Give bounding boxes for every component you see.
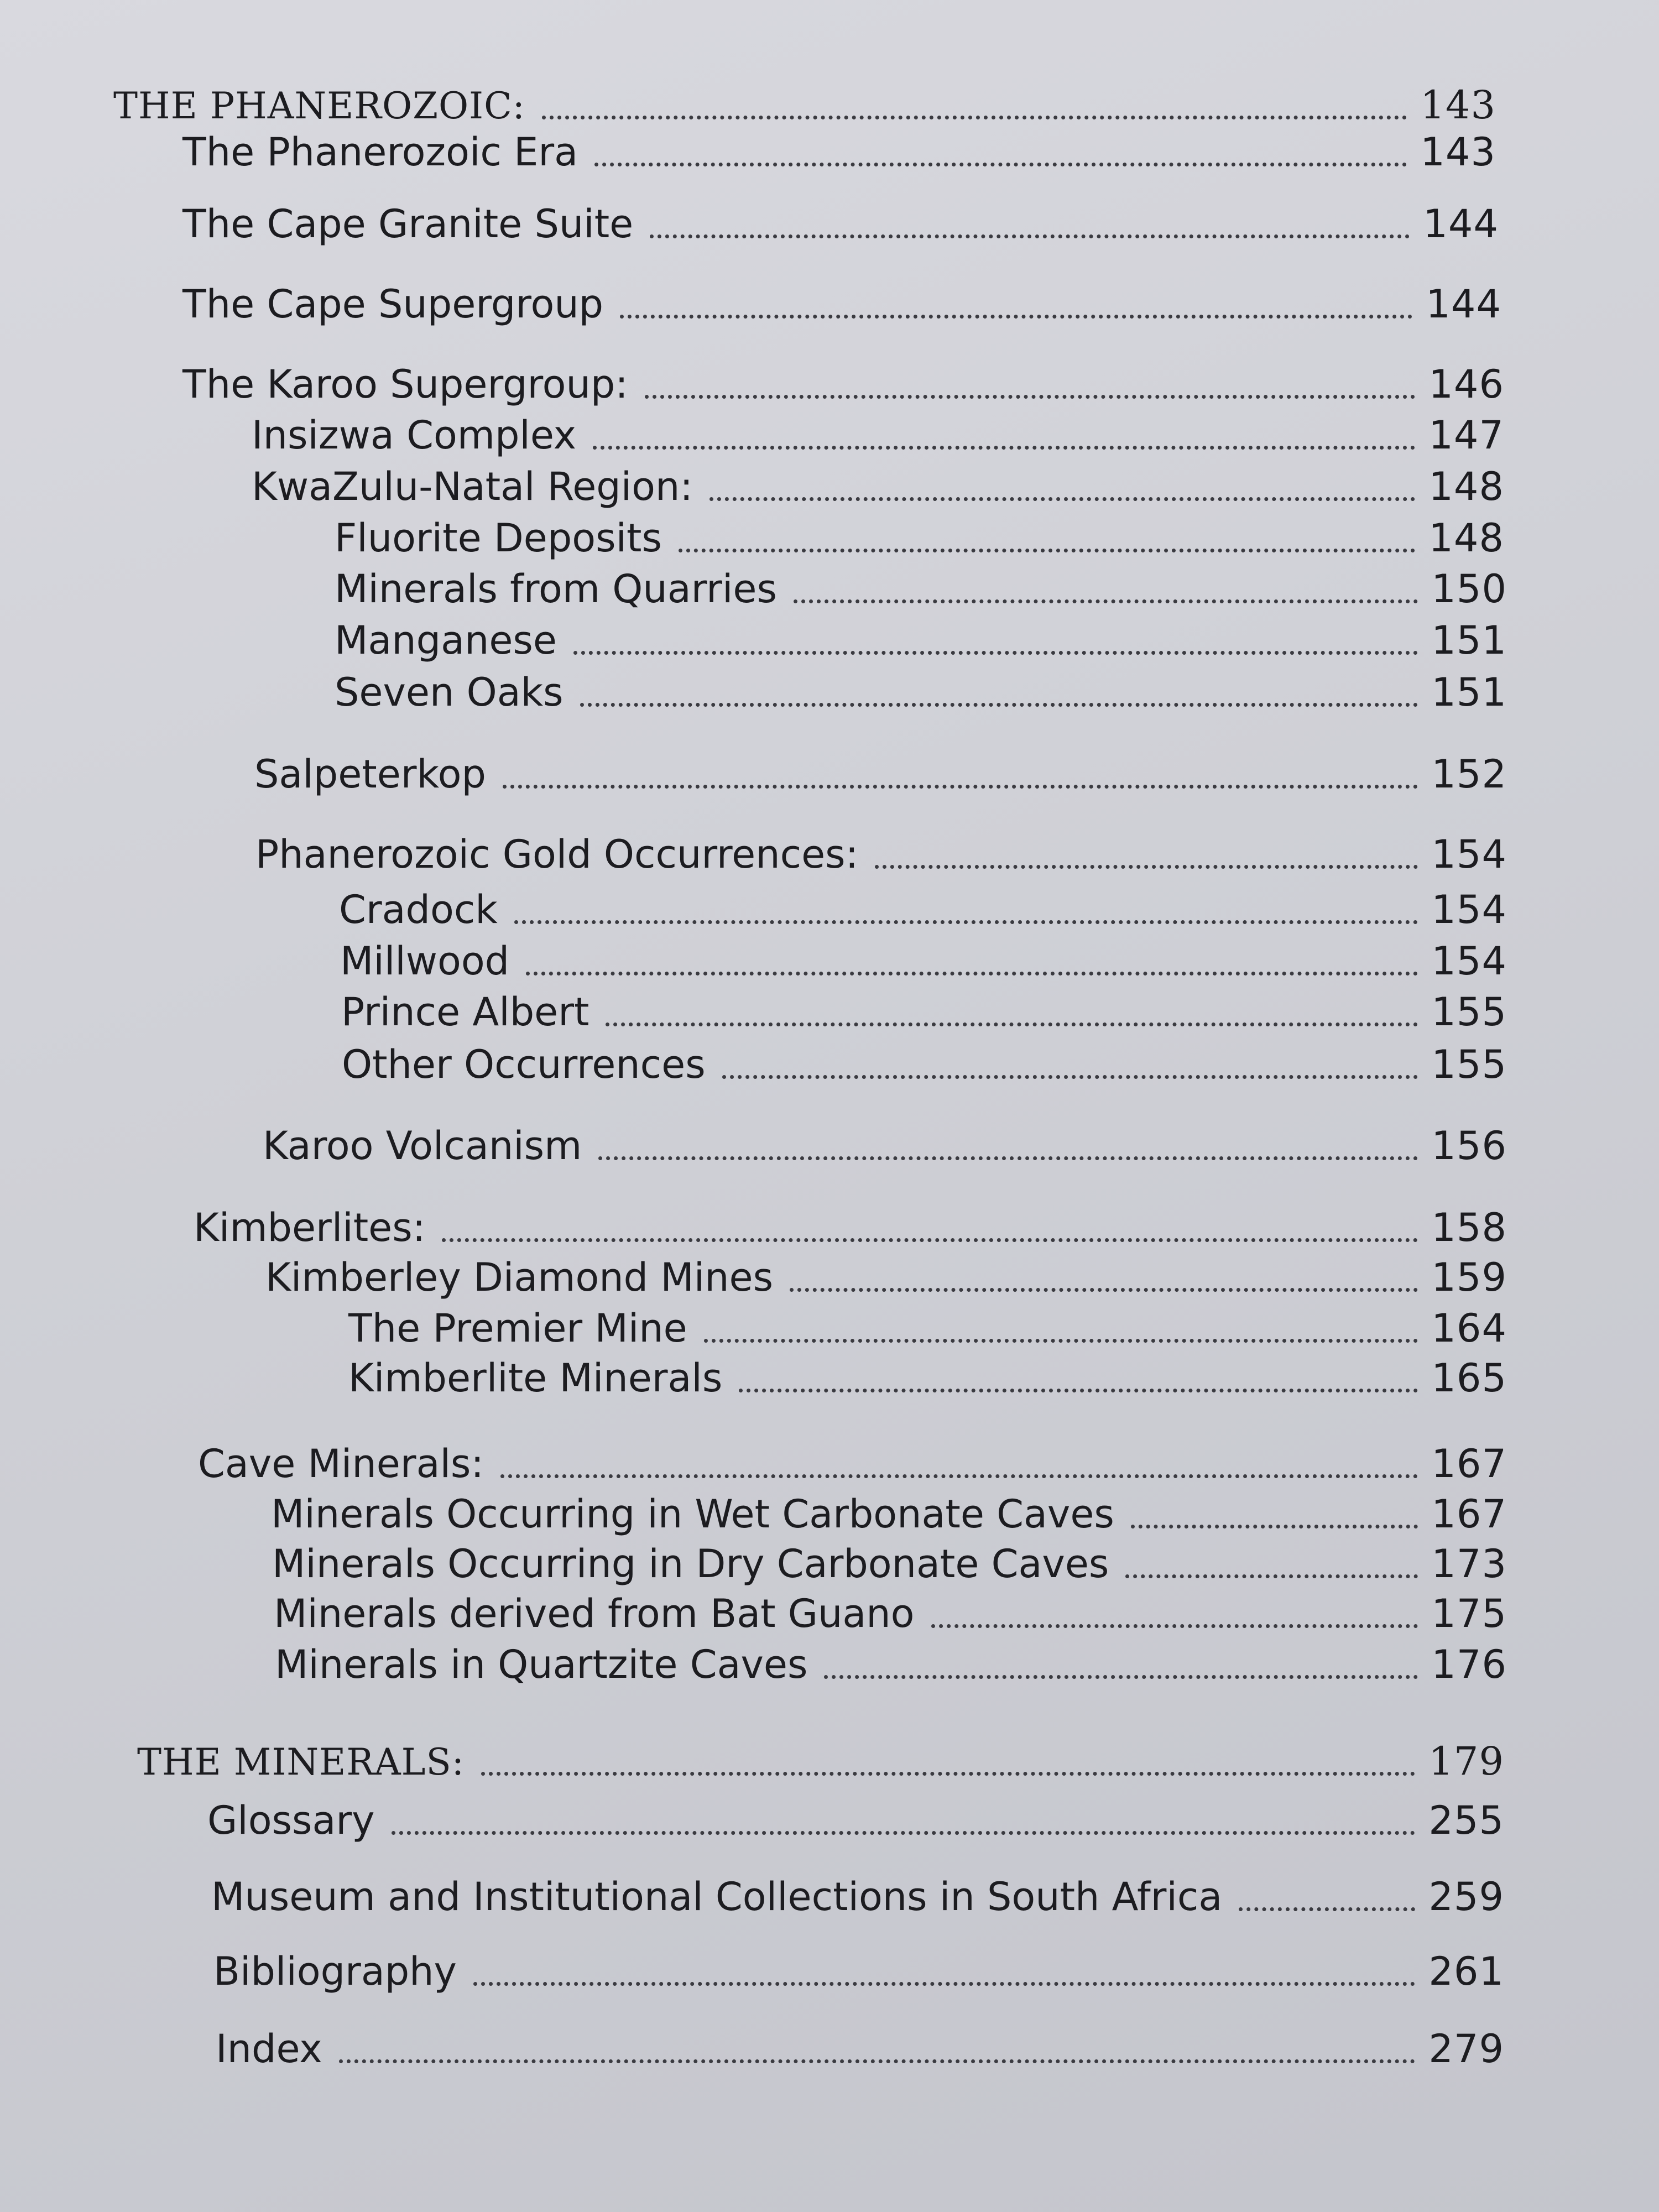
dot-leader xyxy=(1125,1574,1418,1578)
toc-entry-title: Seven Oaks xyxy=(335,670,564,715)
dot-leader xyxy=(598,1156,1418,1160)
dot-leader xyxy=(1239,1907,1415,1911)
toc-entry xyxy=(275,1640,1507,1689)
toc-entry-page: 155 xyxy=(1431,1042,1507,1087)
toc-entry-page: 167 xyxy=(1431,1491,1507,1537)
toc-entry xyxy=(341,987,1507,1037)
toc-entry-title: Phanerozoic Gold Occurrences: xyxy=(255,832,859,877)
dot-leader xyxy=(650,234,1410,238)
dot-leader xyxy=(620,315,1412,319)
toc-entry xyxy=(113,80,1496,130)
dot-leader xyxy=(392,1831,1416,1835)
toc-entry-page: 173 xyxy=(1431,1541,1507,1587)
dot-leader xyxy=(526,972,1418,975)
toc-entry-title: Fluorite Deposits xyxy=(335,515,662,561)
toc-entry-title: Minerals in Quartzite Caves xyxy=(275,1642,808,1687)
toc-entry-page: 261 xyxy=(1428,1949,1504,1994)
dot-leader xyxy=(645,395,1416,399)
toc-entry xyxy=(335,667,1507,717)
toc-entry xyxy=(254,749,1507,799)
dot-leader xyxy=(339,2059,1416,2063)
toc-entry-title: The Premier Mine xyxy=(348,1306,687,1351)
dot-leader xyxy=(722,1075,1418,1079)
toc-entry xyxy=(274,1589,1507,1639)
toc-entry-title: Kimberley Diamond Mines xyxy=(265,1255,774,1300)
toc-entry-title: THE PHANEROZOIC: xyxy=(113,85,525,127)
toc-entry xyxy=(182,199,1499,249)
toc-entry-title: Prince Albert xyxy=(341,989,589,1035)
toc-entry-page: 147 xyxy=(1428,413,1504,458)
toc-entry xyxy=(348,1353,1507,1403)
dot-leader xyxy=(824,1675,1418,1679)
toc-entry xyxy=(335,564,1507,614)
toc-entry-page: 179 xyxy=(1428,1739,1504,1784)
toc-entry-page: 175 xyxy=(1431,1591,1507,1636)
toc-entry-title: Bibliography xyxy=(213,1949,457,1994)
dot-leader xyxy=(875,865,1418,869)
toc-entry xyxy=(272,1539,1507,1589)
dot-leader xyxy=(442,1238,1418,1242)
toc-entry-page: 144 xyxy=(1423,201,1499,247)
toc-entry-title: Other Occurrences xyxy=(342,1042,706,1087)
toc-entry-title: The Karoo Supergroup: xyxy=(182,362,628,407)
toc-entry xyxy=(182,359,1504,409)
toc-entry xyxy=(211,1872,1504,1922)
toc-entry-title: Salpeterkop xyxy=(254,752,486,797)
toc-entry-title: Kimberlites: xyxy=(194,1205,426,1250)
toc-entry-title: Cradock xyxy=(339,887,498,932)
toc-entry-title: Museum and Institutional Collections in South Africa xyxy=(211,1874,1223,1919)
toc-entry xyxy=(182,279,1501,329)
toc-entry xyxy=(194,1203,1507,1253)
toc-entry-title: Minerals from Quarries xyxy=(335,566,777,612)
toc-entry-page: 154 xyxy=(1431,887,1507,932)
toc-entry-page: 154 xyxy=(1431,832,1507,877)
toc-entry-page: 148 xyxy=(1428,464,1504,509)
dot-leader xyxy=(1131,1525,1418,1528)
toc-entry xyxy=(207,1796,1504,1845)
toc-entry-title: Glossary xyxy=(207,1798,375,1843)
toc-entry-title: Minerals derived from Bat Guano xyxy=(274,1591,915,1636)
toc-entry xyxy=(342,1040,1507,1089)
toc-entry-page: 158 xyxy=(1431,1205,1507,1250)
toc-entry-page: 255 xyxy=(1428,1798,1504,1843)
toc-entry xyxy=(265,1253,1507,1302)
toc-entry xyxy=(340,936,1507,986)
toc-entry-page: 146 xyxy=(1428,362,1504,407)
dot-leader xyxy=(503,785,1418,789)
toc-entry xyxy=(252,462,1504,512)
toc-entry-page: 156 xyxy=(1431,1123,1507,1168)
toc-entry xyxy=(198,1439,1507,1489)
dot-leader xyxy=(931,1624,1418,1628)
toc-entry xyxy=(335,513,1504,563)
toc-entry-title: The Phanerozoic Era xyxy=(182,129,578,175)
toc-entry-page: 150 xyxy=(1431,566,1507,612)
toc-entry-page: 155 xyxy=(1431,989,1507,1035)
toc-entry-page: 159 xyxy=(1431,1255,1507,1300)
toc-entry-title: The Cape Granite Suite xyxy=(182,201,634,247)
toc-entry-title: Millwood xyxy=(340,938,510,984)
toc-entry-title: THE MINERALS: xyxy=(137,1741,465,1783)
toc-entry-page: 167 xyxy=(1431,1441,1507,1486)
dot-leader xyxy=(739,1389,1418,1392)
toc-entry xyxy=(263,1121,1507,1171)
toc-entry xyxy=(255,830,1507,879)
dot-leader xyxy=(790,1288,1418,1292)
toc-entry xyxy=(213,1947,1504,1996)
dot-leader xyxy=(481,1772,1415,1776)
toc-entry-page: 151 xyxy=(1431,618,1507,663)
dot-leader xyxy=(679,549,1415,552)
dot-leader xyxy=(794,599,1418,603)
toc-entry xyxy=(348,1303,1507,1353)
dot-leader xyxy=(709,497,1415,501)
dot-leader xyxy=(606,1022,1418,1026)
dot-leader xyxy=(514,920,1418,924)
toc-entry xyxy=(216,2024,1504,2074)
toc-entry-page: 259 xyxy=(1428,1874,1504,1919)
dot-leader xyxy=(704,1339,1418,1343)
toc-entry-title: Kimberlite Minerals xyxy=(348,1355,723,1401)
toc-entry-title: Minerals Occurring in Dry Carbonate Caves xyxy=(272,1541,1109,1587)
dot-leader xyxy=(473,1982,1415,1986)
toc-entry-page: 165 xyxy=(1431,1355,1507,1401)
toc-entry-page: 144 xyxy=(1426,281,1501,327)
dot-leader xyxy=(573,651,1418,655)
toc-entry-page: 143 xyxy=(1420,129,1496,175)
toc-entry xyxy=(252,410,1504,460)
toc-entry-page: 279 xyxy=(1428,2026,1504,2072)
dot-leader xyxy=(500,1474,1418,1478)
toc-entry-title: Index xyxy=(216,2026,322,2072)
toc-entry-page: 148 xyxy=(1428,515,1504,561)
dot-leader xyxy=(594,163,1407,166)
toc-entry-title: Minerals Occurring in Wet Carbonate Caves xyxy=(271,1491,1114,1537)
toc-entry xyxy=(137,1736,1504,1786)
dot-leader xyxy=(593,446,1415,450)
toc-entry-page: 176 xyxy=(1431,1642,1507,1687)
toc-entry-title: Manganese xyxy=(335,618,557,663)
toc-entry-title: Cave Minerals: xyxy=(198,1441,484,1486)
toc-entry-page: 152 xyxy=(1431,752,1507,797)
toc-entry-page: 164 xyxy=(1431,1306,1507,1351)
toc-entry-title: Insizwa Complex xyxy=(252,413,577,458)
toc-entry xyxy=(335,615,1507,665)
toc-entry xyxy=(339,885,1507,935)
dot-leader xyxy=(580,703,1418,707)
toc-entry-title: KwaZulu-Natal Region: xyxy=(252,464,693,509)
toc-entry xyxy=(271,1489,1507,1539)
toc-entry xyxy=(182,127,1496,177)
toc-entry-page: 143 xyxy=(1420,82,1496,128)
toc-entry-page: 154 xyxy=(1431,938,1507,984)
dot-leader xyxy=(542,116,1407,119)
toc-entry-title: The Cape Supergroup xyxy=(182,281,604,327)
toc-entry-title: Karoo Volcanism xyxy=(263,1123,582,1168)
toc-entry-page: 151 xyxy=(1431,670,1507,715)
